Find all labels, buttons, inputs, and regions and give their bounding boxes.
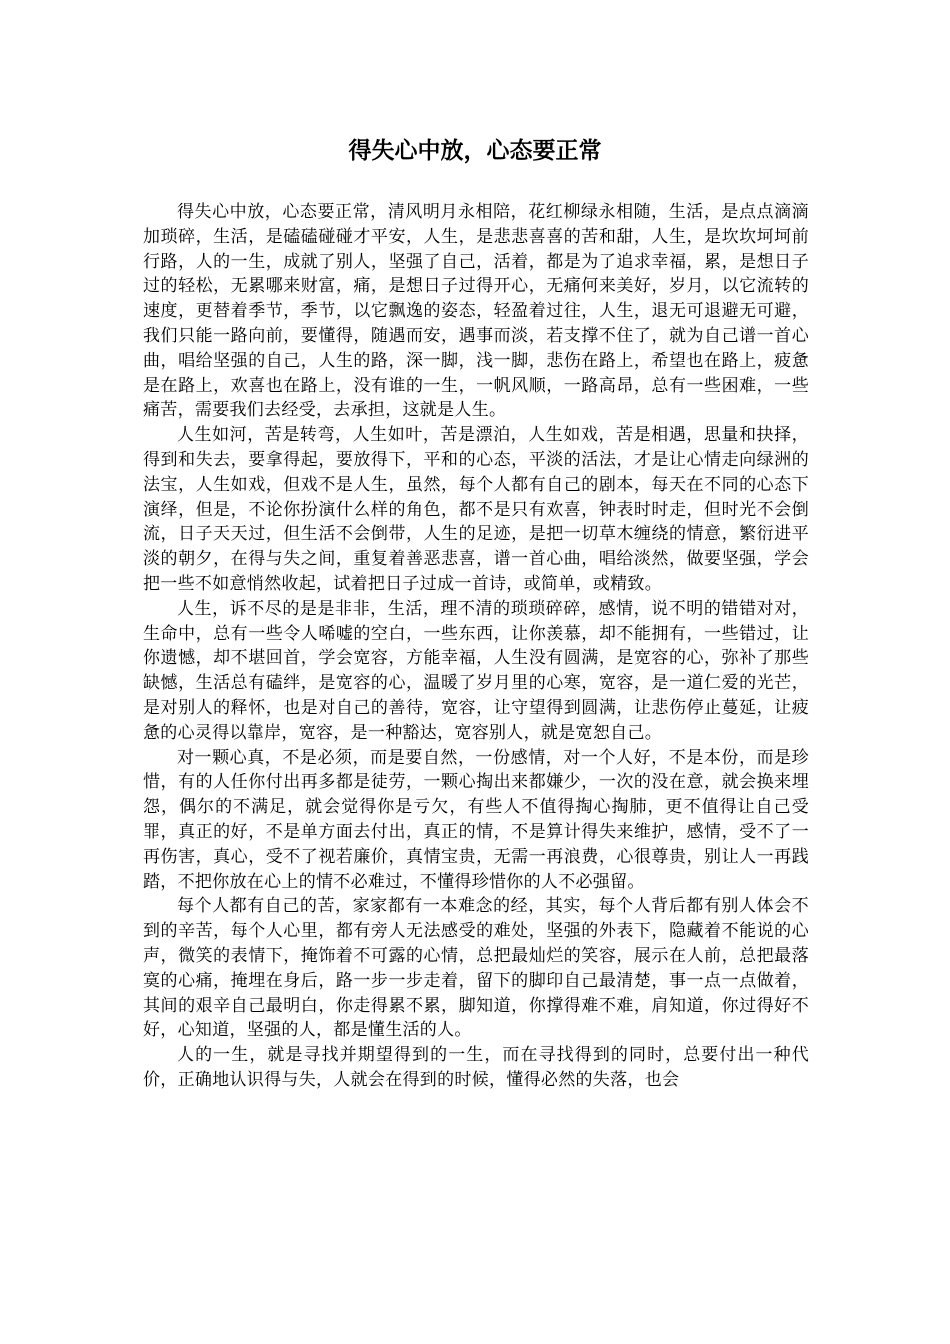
paragraph-4: 对一颗心真，不是必须，而是要自然，一份感情，对一个人好，不是本份，而是珍惜，有的人任你付出再多都是徒劳，一颗心掏出来都嫌少，一次的没在意，就会换来埋怨，偶尔的不满足，就会觉得你是亏欠，有些人不值得掏心掏肺，更不值得让自己受罪，真正的好，不是单方面去付出，真正的情，不是算计得失来维护，感情，受不了一再伤害，真心，受不了视若廉价，真情宝贵，无需一再浪费，心很尊贵，别让人一再践踏，不把你放在心上的情不必难过，不懂得珍惜你的人不必强留。 [143, 747, 809, 892]
paragraph-2: 人生如河，苦是转弯，人生如叶，苦是漂泊，人生如戏，苦是相遇，思量和抉择，得到和失去，要拿得起，要放得下，平和的心态，平淡的活法，才是让心情走向绿洲的法宝，人生如戏，但戏不是人生，虽然，每个人都有自己的剧本，每天在不同的心态下演绎，但是，不论你扮演什么样的角色，都不是只有欢喜，钟表时时走，但时光不会倒流，日子天天过，但生活不会倒带，人生的足迹，是把一切草木缠绕的情意，繁衍进平淡的朝夕，在得与失之间，重复着善恶悲喜，谱一首心曲，唱给淡然，做要坚强，学会把一些不如意悄然收起，试着把日子过成一首诗，或简单，或精致。 [143, 425, 809, 594]
paragraph-6: 人的一生，就是寻找并期望得到的一生，而在寻找得到的同时，总要付出一种代价，正确地认识得与失，人就会在得到的时候，懂得必然的失落，也会 [143, 1045, 809, 1090]
document-body [143, 200, 809, 1093]
document-title: 得失心中放，心态要正常 [348, 138, 602, 164]
paragraph-5: 每个人都有自己的苦，家家都有一本难念的经，其实，每个人背后都有别人体会不到的辛苦，每个人心里，都有旁人无法感受的难处，坚强的外表下，隐藏着不能说的心声，微笑的表情下，掩饰着不可露的心情，总把最灿烂的笑容，展示在人前，总把最落寞的心痛，掩埋在身后，路一步一步走着，留下的脚印自己最清楚，事一点一点做着，其间的艰辛自己最明白，你走得累不累，脚知道，你撑得难不难，肩知道，你过得好不好，心知道，坚强的人，都是懂生活的人。 [143, 896, 809, 1041]
paragraph-3: 人生，诉不尽的是是非非，生活，理不清的琐琐碎碎，感情，说不明的错错对对，生命中，总有一些令人唏嘘的空白，一些东西，让你羡慕，却不能拥有，一些错过，让你遗憾，却不堪回首，学会宽容，方能幸福，人生没有圆满，是宽容的心，弥补了那些缺憾，生活总有磕绊，是宽容的心，温暖了岁月里的心寒，宽容，是一道仁爱的光芒，是对别人的释怀，也是对自己的善待，宽容，让守望得到圆满，让悲伤停止蔓延，让疲惫的心灵得以靠岸，宽容，是一种豁达，宽容别人，就是宽恕自己。 [143, 598, 809, 743]
paragraph-1: 得失心中放，心态要正常，清风明月永相陪，花红柳绿永相随，生活，是点点滴滴加琐碎，生活，是磕磕碰碰才平安，人生，是悲悲喜喜的苦和甜，人生，是坎坎坷坷前行路，人的一生，成就了别人，坚强了自己，活着，都是为了追求幸福，累，是想日子过的轻松，无累哪来财富，痛，是想日子过得开心，无痛何来美好，岁月，以它流转的速度，更替着季节，季节，以它飘逸的姿态，轻盈着过往，人生，退无可退避无可避，我们只能一路向前，要懂得，随遇而安，遇事而淡，若支撑不住了，就为自己谱一首心曲，唱给坚强的自己，人生的路，深一脚，浅一脚，悲伤在路上，希望也在路上，疲惫是在路上，欢喜也在路上，没有谁的一生，一帆风顺，一路高昂，总有一些困难，一些痛苦，需要我们去经受，去承担，这就是人生。 [143, 202, 809, 421]
